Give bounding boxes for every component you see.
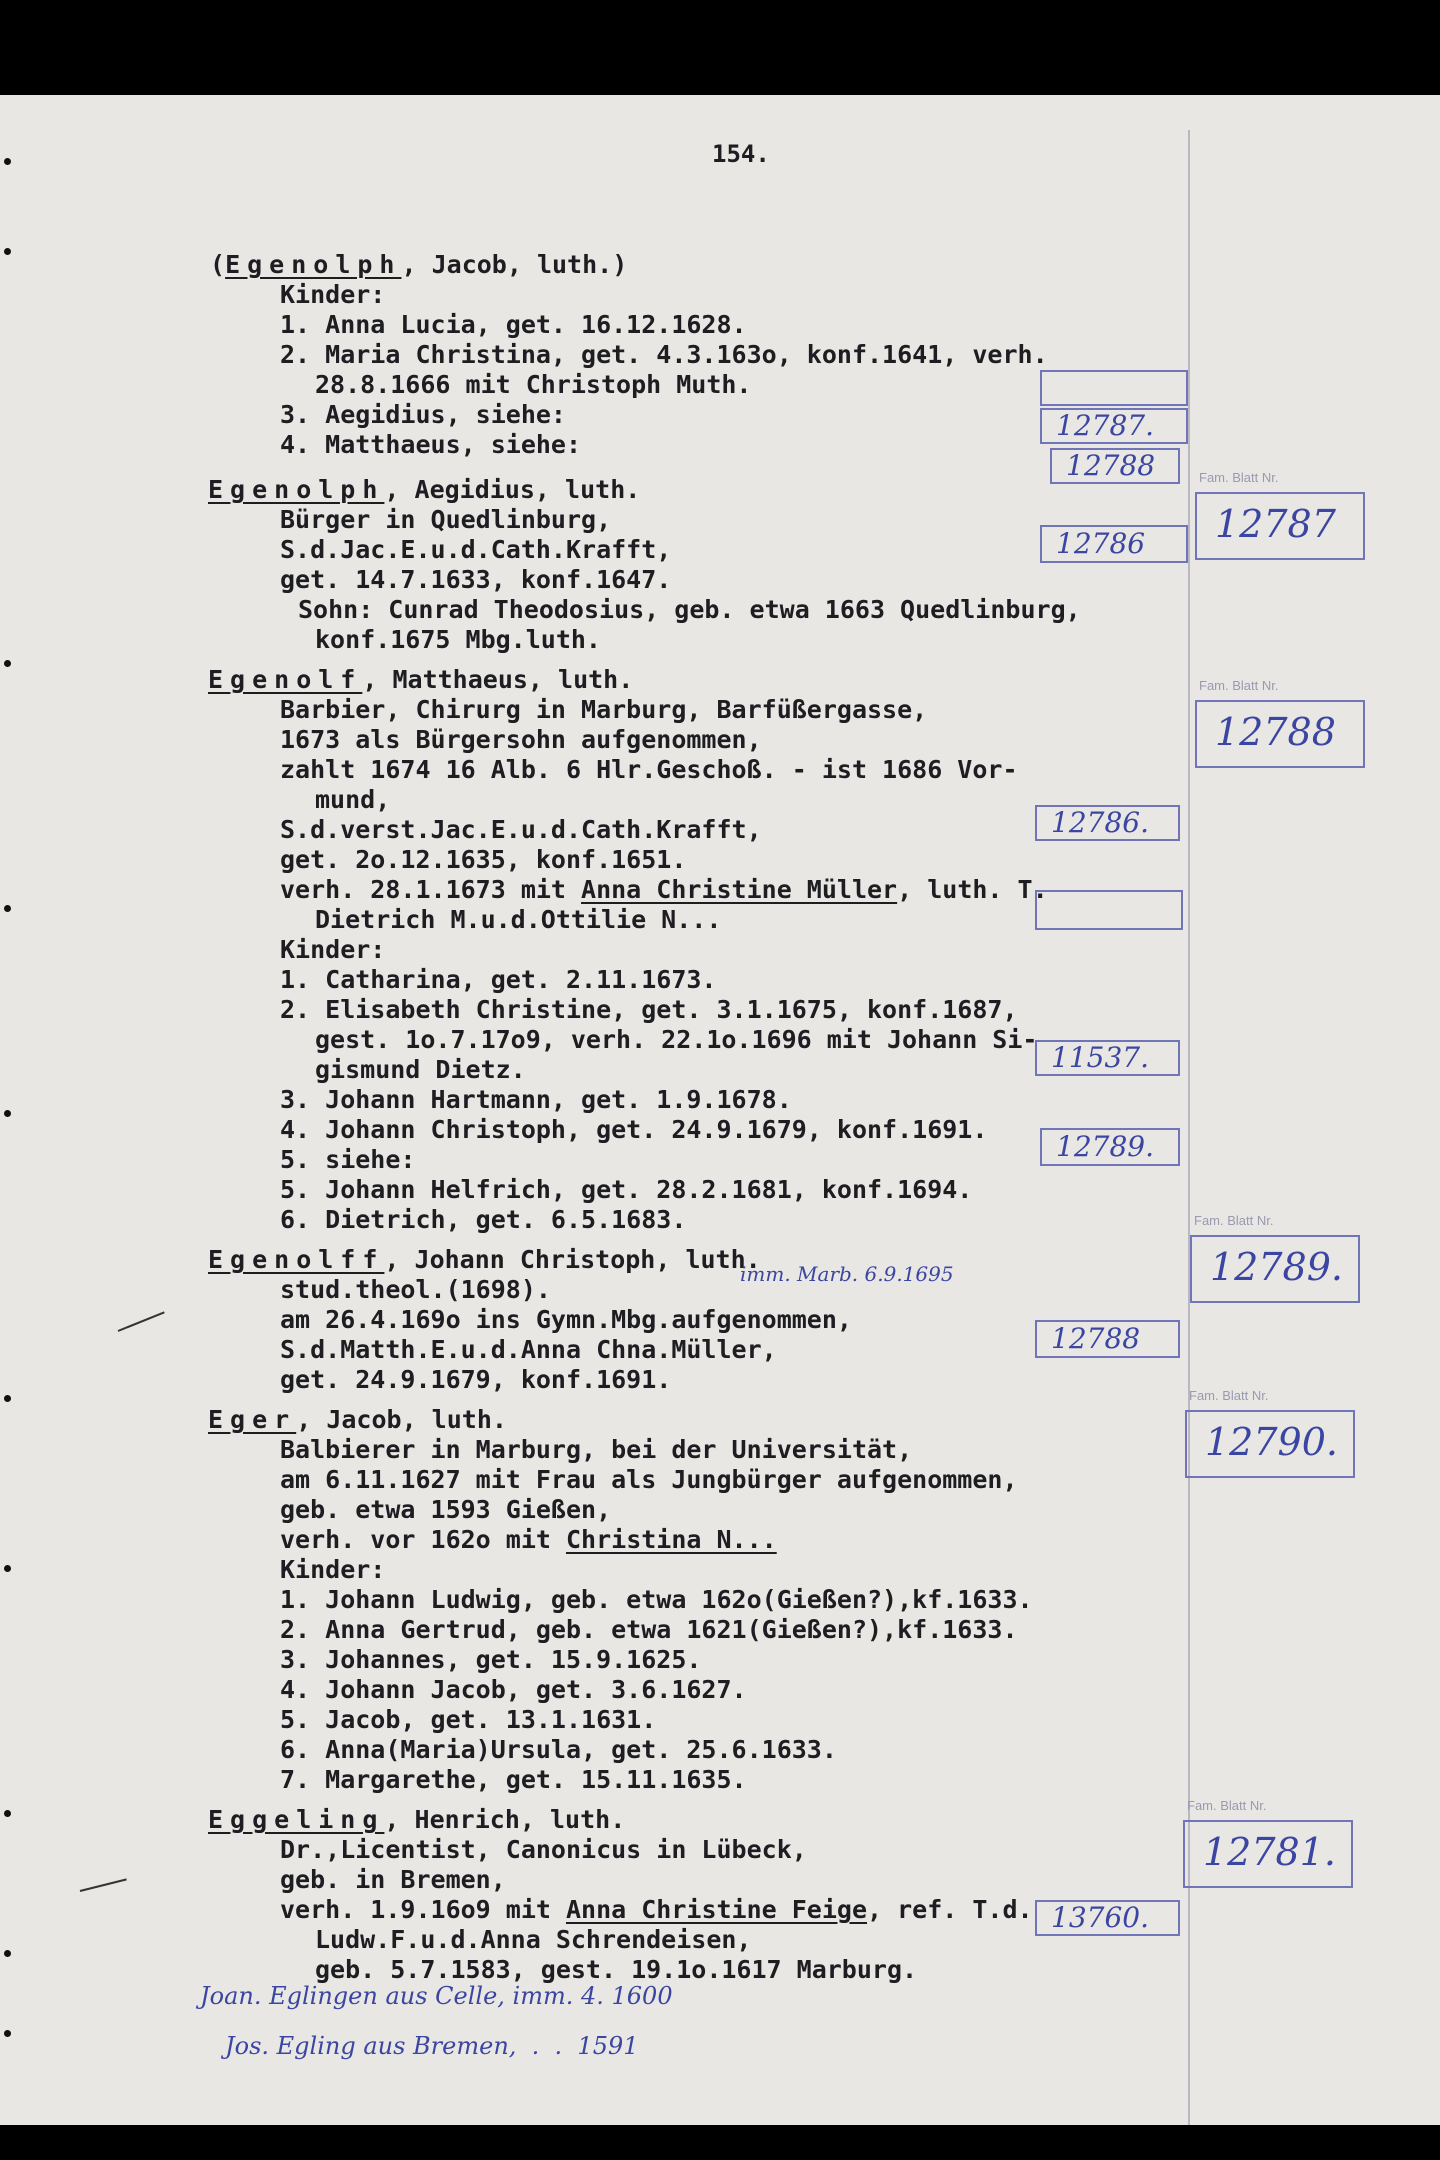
fam-blatt-label: Fam. Blatt Nr. xyxy=(1194,1213,1274,1228)
text-line xyxy=(280,1085,792,1115)
text-line xyxy=(280,1555,385,1585)
text-run: Kinder: xyxy=(280,1555,386,1584)
text-run: 1. Johann Ludwig, geb. etwa 162o(Gießen?),kf.1633. xyxy=(280,1585,1033,1614)
text-run: Balbierer in Marburg, bei der Universität, xyxy=(280,1435,913,1464)
reference-number-box xyxy=(1035,890,1183,930)
text-run: Sohn: Cunrad Theodosius, geb. etwa 1663 Quedlinburg, xyxy=(298,595,1081,624)
text-run: 5. Johann Helfrich, get. 28.2.1681, konf.1694. xyxy=(280,1175,973,1204)
text-run: verh. 28.1.1673 mit xyxy=(280,875,582,904)
text-run: geb. etwa 1593 Gießen, xyxy=(280,1495,612,1524)
page-number: 154. xyxy=(712,140,770,168)
handwritten-note: imm. Marb. 6.9.1695 xyxy=(740,1262,954,1286)
surname: Egenolff xyxy=(208,1245,385,1274)
reference-number-box xyxy=(1040,370,1188,406)
text-run: Bürger in Quedlinburg, xyxy=(280,505,612,534)
text-line xyxy=(315,785,390,815)
text-line xyxy=(280,505,611,535)
spouse-name: Anna Christine Müller xyxy=(581,875,898,904)
text-line xyxy=(280,310,747,340)
reference-number-box: 12787. xyxy=(1040,408,1188,444)
text-run: 3. Johannes, get. 15.9.1625. xyxy=(280,1645,702,1674)
surname: Egenolph xyxy=(225,250,402,279)
text-line xyxy=(280,1465,1018,1495)
text-run: 4. Matthaeus, siehe: xyxy=(280,430,582,459)
text-line xyxy=(280,565,671,595)
text-run: get. 24.9.1679, konf.1691. xyxy=(280,1365,672,1394)
text-run: , Henrich, luth. xyxy=(384,1805,626,1834)
text-line xyxy=(208,1405,507,1435)
text-run: am 26.4.169o ins Gymn.Mbg.aufgenommen, xyxy=(280,1305,852,1334)
text-run: Barbier, Chirurg in Marburg, Barfüßergasse, xyxy=(280,695,928,724)
text-line xyxy=(280,1305,852,1335)
text-line xyxy=(280,1365,671,1395)
family-sheet-number: 12790. xyxy=(1185,1410,1355,1478)
text-line xyxy=(280,1895,1033,1925)
text-run: Dr.,Licentist, Canonicus in Lübeck, xyxy=(280,1835,807,1864)
text-run: zahlt 1674 16 Alb. 6 Hlr.Geschoß. - ist 1686 Vor- xyxy=(280,755,1018,784)
text-run: 4. Johann Christoph, get. 24.9.1679, konf.1691. xyxy=(280,1115,988,1144)
text-line xyxy=(210,250,627,280)
text-run: 28.8.1666 mit Christoph Muth. xyxy=(315,370,752,399)
text-line xyxy=(280,875,1048,905)
punch-hole xyxy=(4,905,11,912)
text-line xyxy=(315,905,721,935)
text-line xyxy=(280,1865,506,1895)
text-run: S.d.verst.Jac.E.u.d.Cath.Krafft, xyxy=(280,815,762,844)
text-line xyxy=(280,935,385,965)
text-line xyxy=(280,755,1018,785)
text-line xyxy=(280,1175,972,1205)
text-line xyxy=(280,535,671,565)
spouse-name: Anna Christine Feige xyxy=(565,1895,868,1924)
text-run: 6. Dietrich, get. 6.5.1683. xyxy=(280,1205,687,1234)
reference-number-box: 12786 xyxy=(1040,525,1188,563)
text-line xyxy=(280,1675,747,1705)
text-run: 3. Johann Hartmann, get. 1.9.1678. xyxy=(280,1085,792,1114)
text-run: , ref. T.d. xyxy=(867,1895,1033,1924)
reference-number-box: 12788 xyxy=(1035,1320,1180,1358)
text-line xyxy=(280,695,927,725)
text-line xyxy=(208,1245,761,1275)
reference-number-box: 12786. xyxy=(1035,805,1180,841)
text-run: Ludw.F.u.d.Anna Schrendeisen, xyxy=(315,1925,752,1954)
text-run: 4. Johann Jacob, get. 3.6.1627. xyxy=(280,1675,747,1704)
text-line xyxy=(280,1835,807,1865)
punch-hole xyxy=(4,1110,11,1117)
text-run: konf.1675 Mbg.luth. xyxy=(315,625,601,654)
fam-blatt-label: Fam. Blatt Nr. xyxy=(1187,1798,1267,1813)
text-run: verh. 1.9.16o9 mit xyxy=(280,1895,566,1924)
text-run: Kinder: xyxy=(280,935,386,964)
text-line xyxy=(280,1765,747,1795)
text-line xyxy=(280,1115,987,1145)
text-line xyxy=(315,1055,526,1085)
punch-hole xyxy=(4,248,11,255)
text-line xyxy=(315,1925,752,1955)
text-run: mund, xyxy=(315,785,391,814)
text-line xyxy=(280,1735,837,1765)
text-run: geb. in Bremen, xyxy=(280,1865,506,1894)
text-line xyxy=(298,595,1081,625)
text-line xyxy=(280,1145,415,1175)
text-run: get. 2o.12.1635, konf.1651. xyxy=(280,845,687,874)
text-run: S.d.Jac.E.u.d.Cath.Krafft, xyxy=(280,535,672,564)
surname: Eger xyxy=(208,1405,297,1434)
text-line xyxy=(280,1205,686,1235)
text-run: , Jacob, luth.) xyxy=(401,250,628,279)
text-run: 5. siehe: xyxy=(280,1145,416,1174)
reference-number-box: 12789. xyxy=(1040,1128,1180,1166)
text-run: 2. Elisabeth Christine, get. 3.1.1675, konf.1687, xyxy=(280,995,1018,1024)
text-line xyxy=(280,845,686,875)
text-run: 1673 als Bürgersohn aufgenommen, xyxy=(280,725,762,754)
text-run: am 6.11.1627 mit Frau als Jungbürger aufgenommen, xyxy=(280,1465,1018,1494)
handwritten-note: Jos. Egling aus Bremen, . . 1591 xyxy=(225,2032,639,2060)
punch-hole xyxy=(4,158,11,165)
punch-hole xyxy=(4,660,11,667)
handwritten-note: Joan. Eglingen aus Celle, imm. 4. 1600 xyxy=(200,1982,673,2010)
text-run: 2. Maria Christina, get. 4.3.163o, konf.1641, verh. xyxy=(280,340,1048,369)
text-line xyxy=(315,625,601,655)
reference-number-box: 13760. xyxy=(1035,1900,1180,1936)
family-sheet-number: 12787 xyxy=(1195,492,1365,560)
text-run: stud.theol.(1698). xyxy=(280,1275,551,1304)
text-run: 1. Anna Lucia, get. 16.12.1628. xyxy=(280,310,747,339)
fam-blatt-label: Fam. Blatt Nr. xyxy=(1189,1388,1269,1403)
text-run: 7. Margarethe, get. 15.11.1635. xyxy=(280,1765,747,1794)
surname: Egenolph xyxy=(208,475,385,504)
punch-hole xyxy=(4,1565,11,1572)
fam-blatt-label: Fam. Blatt Nr. xyxy=(1199,678,1279,693)
punch-hole xyxy=(4,1810,11,1817)
surname: Eggeling xyxy=(208,1805,385,1834)
text-line xyxy=(280,1495,611,1525)
text-run: Dietrich M.u.d.Ottilie N... xyxy=(315,905,722,934)
fam-blatt-label: Fam. Blatt Nr. xyxy=(1199,470,1279,485)
text-line xyxy=(280,430,581,460)
text-line xyxy=(315,1955,917,1985)
text-line xyxy=(280,1335,777,1365)
text-run: 2. Anna Gertrud, geb. etwa 1621(Gießen?),kf.1633. xyxy=(280,1615,1018,1644)
text-line xyxy=(280,815,762,845)
text-run: S.d.Matth.E.u.d.Anna Chna.Müller, xyxy=(280,1335,777,1364)
text-line xyxy=(280,1275,551,1305)
text-run: gismund Dietz. xyxy=(315,1055,526,1084)
reference-number-box: 12788 xyxy=(1050,448,1180,484)
spouse-name: Christina N... xyxy=(565,1525,777,1554)
text-line xyxy=(280,400,566,430)
text-line xyxy=(280,1525,777,1555)
text-line xyxy=(208,475,640,505)
text-line xyxy=(315,370,752,400)
text-run: verh. vor 162o mit xyxy=(280,1525,566,1554)
text-line xyxy=(280,725,762,755)
text-line xyxy=(208,665,633,695)
text-line xyxy=(280,995,1018,1025)
text-line xyxy=(280,280,385,310)
text-run: gest. 1o.7.17o9, verh. 22.1o.1696 mit Johann Si- xyxy=(315,1025,1038,1054)
family-sheet-number: 12788 xyxy=(1195,700,1365,768)
family-sheet-number: 12781. xyxy=(1183,1820,1353,1888)
text-run: , Johann Christoph, luth. xyxy=(384,1245,761,1274)
text-line xyxy=(280,340,1048,370)
text-run: 6. Anna(Maria)Ursula, get. 25.6.1633. xyxy=(280,1735,837,1764)
punch-hole xyxy=(4,1395,11,1402)
text-run: , Aegidius, luth. xyxy=(384,475,641,504)
text-run: , Jacob, luth. xyxy=(296,1405,507,1434)
text-line xyxy=(280,965,717,995)
punch-hole xyxy=(4,1950,11,1957)
text-line xyxy=(315,1025,1037,1055)
text-line xyxy=(280,1585,1033,1615)
text-run: , Matthaeus, luth. xyxy=(362,665,634,694)
text-line xyxy=(280,1645,701,1675)
text-run: 5. Jacob, get. 13.1.1631. xyxy=(280,1705,657,1734)
text-line xyxy=(280,1615,1018,1645)
text-line xyxy=(280,1435,912,1465)
text-run: ( xyxy=(210,250,226,279)
text-line xyxy=(208,1805,625,1835)
family-sheet-number: 12789. xyxy=(1190,1235,1360,1303)
text-run: geb. 5.7.1583, gest. 19.1o.1617 Marburg. xyxy=(315,1955,918,1984)
text-run: 3. Aegidius, siehe: xyxy=(280,400,566,429)
text-run: 1. Catharina, get. 2.11.1673. xyxy=(280,965,717,994)
reference-number-box: 11537. xyxy=(1035,1040,1180,1076)
text-run: , luth. T. xyxy=(897,875,1048,904)
text-run: Kinder: xyxy=(280,280,386,309)
text-line xyxy=(280,1705,656,1735)
surname: Egenolf xyxy=(208,665,363,694)
punch-hole xyxy=(4,2030,11,2037)
text-run: get. 14.7.1633, konf.1647. xyxy=(280,565,672,594)
